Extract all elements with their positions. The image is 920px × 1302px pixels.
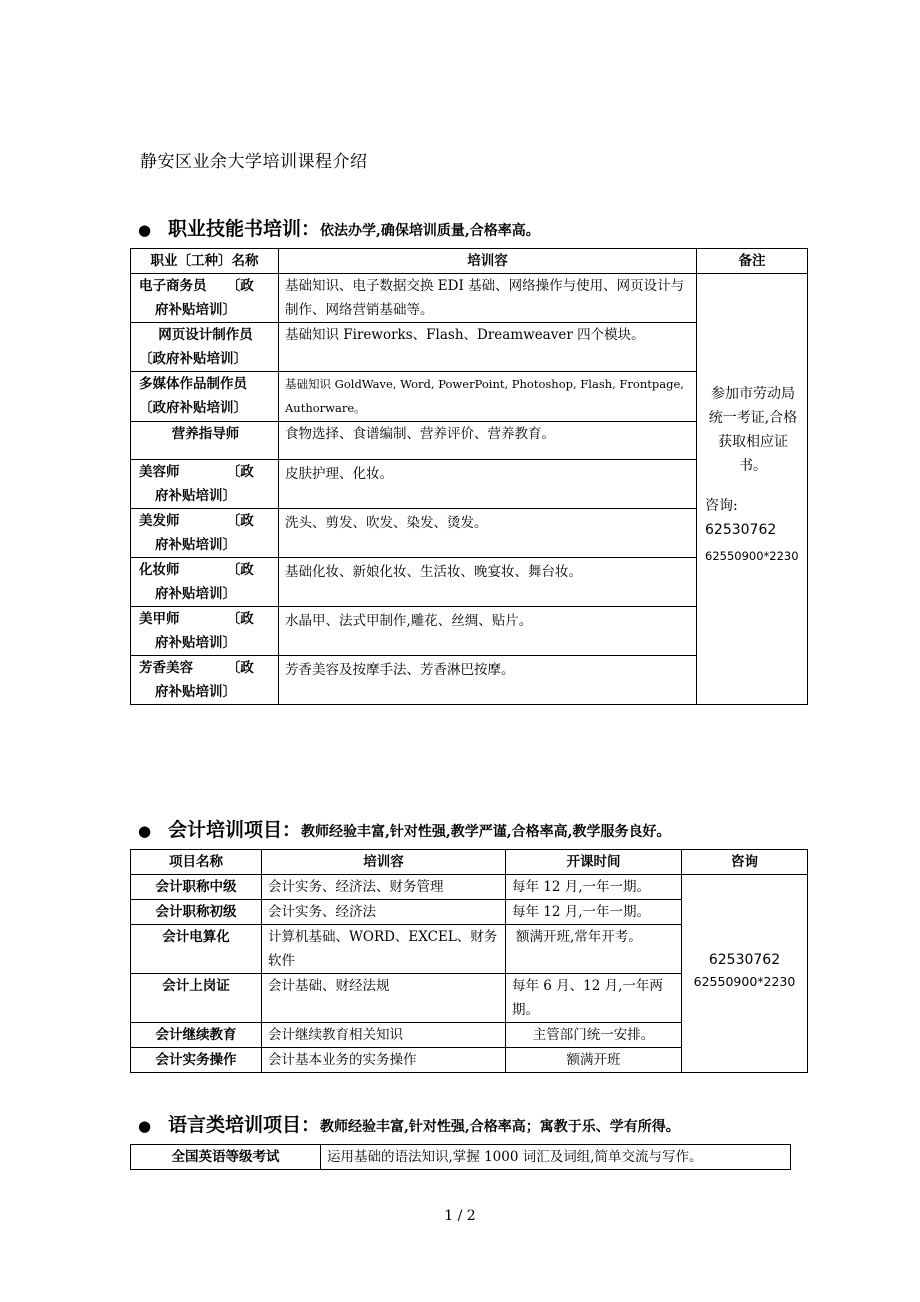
bullet-icon: ● xyxy=(138,221,152,239)
course-name-line1: 美容师 〔政 xyxy=(139,464,254,480)
language-table xyxy=(130,1144,791,1170)
column-header: 项目名称 xyxy=(131,850,262,875)
consult-phone-2: 62550900*2230 xyxy=(705,549,799,563)
course-name xyxy=(131,274,279,323)
course-name-line1: 电子商务员 〔政 xyxy=(139,278,254,294)
consult-phone-2: 62550900*2230 xyxy=(693,973,796,989)
table-header-row xyxy=(131,850,808,875)
project-time: 额满开班 xyxy=(506,1048,682,1073)
project-time: 每年 12 月,一年一期。 xyxy=(506,900,682,925)
bullet-icon: ● xyxy=(138,1117,152,1135)
project-content: 会计实务、经济法、财务管理 xyxy=(262,875,506,900)
course-name-line2: 〔政府补贴培训〕 xyxy=(139,351,247,367)
course-name xyxy=(131,509,279,558)
course-name xyxy=(131,422,279,460)
table-row xyxy=(131,875,808,900)
course-name-line2: 府补贴培训〕 xyxy=(155,537,236,553)
course-name-line1: 美甲师 〔政 xyxy=(139,611,254,627)
project-name: 会计电算化 xyxy=(131,925,262,974)
course-content: 食物选择、食谱编制、营养评价、营养教育。 xyxy=(279,422,697,460)
course-name xyxy=(131,656,279,705)
project-content: 运用基础的语法知识,掌握 1000 词汇及词组,简单交流与写作。 xyxy=(321,1145,791,1170)
consult-phone-1: 62530762 xyxy=(708,951,781,968)
course-name xyxy=(131,323,279,372)
section-heading-accounting xyxy=(138,815,671,842)
project-name: 会计职称初级 xyxy=(131,900,262,925)
project-content: 会计基本业务的实务操作 xyxy=(262,1048,506,1073)
section-title: 会计培训项目： xyxy=(168,819,302,841)
project-name: 全国英语等级考试 xyxy=(131,1145,321,1170)
column-header: 开课时间 xyxy=(506,850,682,875)
course-content: 基础知识、电子数据交换 EDI 基础、网络操作与使用、网页设计与制作、网络营销基础等。 xyxy=(279,274,697,323)
vocational-table xyxy=(130,248,808,705)
project-content: 会计继续教育相关知识 xyxy=(262,1023,506,1048)
column-header: 咨询 xyxy=(682,850,808,875)
course-name-line1: 多媒体作品制作员 xyxy=(139,376,247,392)
course-name-line2: 府补贴培训〕 xyxy=(155,302,236,318)
course-content: 皮肤护理、化妆。 xyxy=(279,460,697,509)
column-header: 培训容 xyxy=(262,850,506,875)
course-name xyxy=(131,607,279,656)
section-title: 职业技能书培训： xyxy=(168,218,321,240)
course-name-line2: 〔政府补贴培训〕 xyxy=(139,400,247,416)
course-name-line1: 网页设计制作员 xyxy=(158,327,253,343)
course-name xyxy=(131,372,279,422)
project-name: 会计职称中级 xyxy=(131,875,262,900)
project-time: 每年 6 月、12 月,一年两期。 xyxy=(506,974,682,1023)
column-header: 培训容 xyxy=(279,249,697,274)
section-heading-language xyxy=(138,1110,680,1137)
course-content: 基础化妆、新娘化妆、生活妆、晚宴妆、舞台妆。 xyxy=(279,558,697,607)
column-header: 职业〔工种〕名称 xyxy=(131,249,279,274)
course-name-line1: 化妆师 〔政 xyxy=(139,562,254,578)
project-content: 会计基础、财经法规 xyxy=(262,974,506,1023)
table-row xyxy=(131,1145,791,1170)
document-title: 静安区业余大学培训课程介绍 xyxy=(140,152,368,172)
course-content: 芳香美容及按摩手法、芳香淋巴按摩。 xyxy=(279,656,697,705)
course-name-line2: 府补贴培训〕 xyxy=(155,586,236,602)
project-time: 额满开班,常年开考。 xyxy=(506,925,682,974)
course-content: 水晶甲、法式甲制作,雕花、丝绸、贴片。 xyxy=(279,607,697,656)
table-header-row xyxy=(131,249,808,274)
consult-cell xyxy=(682,875,808,1073)
course-content: 基础知识 Fireworks、Flash、Dreamweaver 四个模块。 xyxy=(279,323,697,372)
column-header: 备注 xyxy=(697,249,808,274)
project-content: 计算机基础、WORD、EXCEL、财务软件 xyxy=(262,925,506,974)
course-name xyxy=(131,460,279,509)
bullet-icon: ● xyxy=(138,822,152,840)
course-name-line2: 府补贴培训〕 xyxy=(155,684,236,700)
course-content: 基础知识 GoldWave, Word, PowerPoint, Photoshop, Flash, Frontpage, Authorware。 xyxy=(279,372,697,422)
note-text: 参加市劳动局统一考证,合格获取相应证书。 xyxy=(708,386,798,474)
project-time: 主管部门统一安排。 xyxy=(506,1023,682,1048)
section-subtitle: 依法办学,确保培训质量,合格率高。 xyxy=(320,223,540,239)
project-name: 会计上岗证 xyxy=(131,974,262,1023)
course-content: 洗头、剪发、吹发、染发、烫发。 xyxy=(279,509,697,558)
section-subtitle: 教师经验丰富,针对性强,合格率高；寓教于乐、学有所得。 xyxy=(320,1119,680,1135)
consult-phone-1: 62530762 xyxy=(705,522,777,538)
note-cell xyxy=(697,274,808,705)
section-heading-vocational xyxy=(138,214,540,241)
consult-label: 咨询: xyxy=(705,498,738,514)
section-subtitle: 教师经验丰富,针对性强,教学严谨,合格率高,教学服务良好。 xyxy=(301,824,671,840)
course-name-line1: 美发师 〔政 xyxy=(139,513,254,529)
section-title: 语言类培训项目： xyxy=(168,1114,321,1136)
project-content: 会计实务、经济法 xyxy=(262,900,506,925)
accounting-table xyxy=(130,849,808,1073)
table-row xyxy=(131,274,808,323)
project-name: 会计继续教育 xyxy=(131,1023,262,1048)
course-name-line1: 芳香美容 〔政 xyxy=(139,660,254,676)
course-name-line2: 府补贴培训〕 xyxy=(155,488,236,504)
course-name-line2: 府补贴培训〕 xyxy=(155,635,236,651)
project-time: 每年 12 月,一年一期。 xyxy=(506,875,682,900)
course-name xyxy=(131,558,279,607)
project-name: 会计实务操作 xyxy=(131,1048,262,1073)
page-number: 1 / 2 xyxy=(444,1208,476,1224)
course-name-line1: 营养指导师 xyxy=(171,426,240,442)
